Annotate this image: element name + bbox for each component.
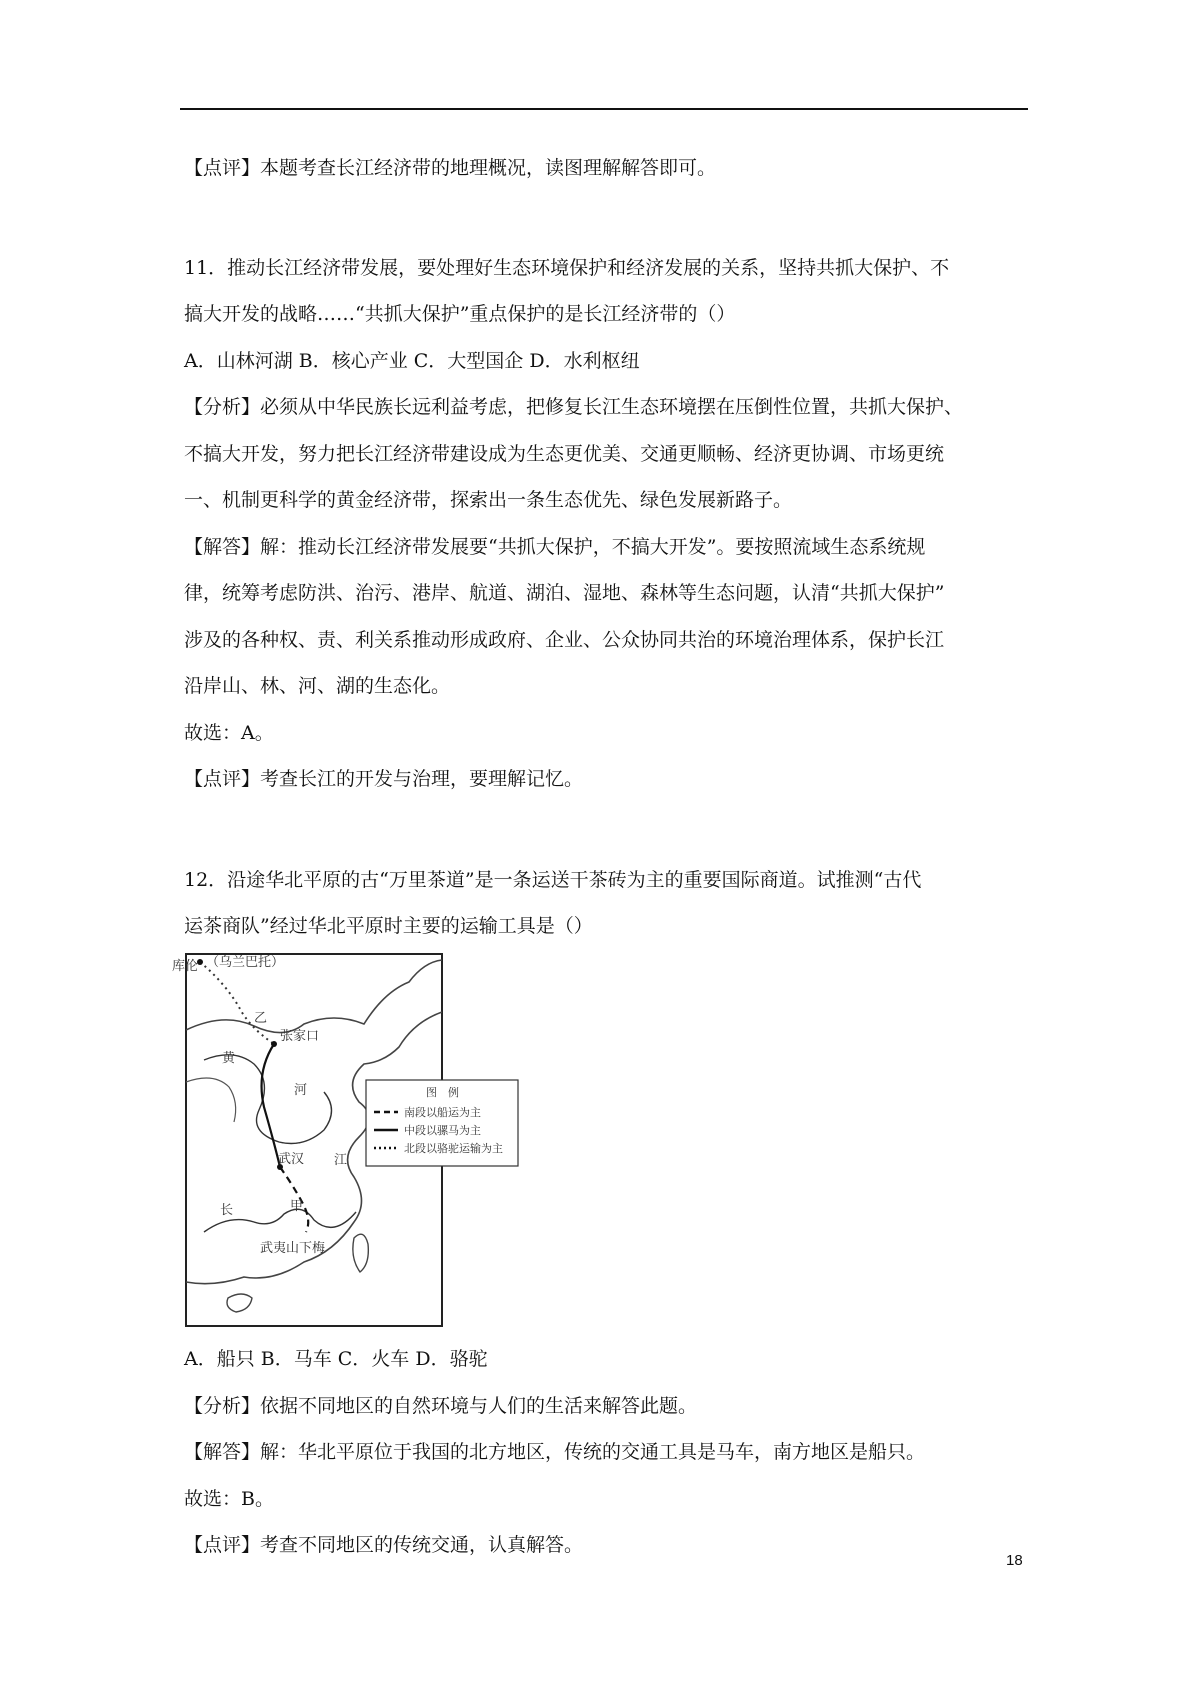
q11-answer-line1: 【解答】解：推动长江经济带发展要“共抓大保护，不搞大开发”。要按照流域生态系统规 [184,536,926,558]
legend-middle: 中段以骡马为主 [404,1124,481,1137]
q11-stem-line2: 搞大开发的战略……“共抓大保护”重点保护的是长江经济带的（） [184,303,736,325]
q11-stem-line1: 11．推动长江经济带发展，要处理好生态环境保护和经济发展的关系，坚持共抓大保护、不 [184,257,950,279]
q11-options: A．山林河湖 B．核心产业 C．大型国企 D．水利枢纽 [184,350,640,372]
q12-options: A．船只 B．马车 C．火车 D．骆驼 [184,1348,488,1370]
label-ulaanbaatar: （乌兰巴托） [206,955,285,970]
q11-choice: 故选：A。 [184,722,274,744]
label-he: 河 [294,1083,308,1098]
q11-analysis-line2: 不搞大开发，努力把长江经济带建设成为生态更优美、交通更顺畅、经济更协调、市场更统 [184,443,945,465]
q11-answer-line3: 涉及的各种权、责、利关系推动形成政府、企业、公众协同共治的环境治理体系，保护长江 [184,629,945,651]
q11-answer-line2: 律，统筹考虑防洪、治污、港岸、航道、湖泊、湿地、森林等生态问题，认清“共抓大保护” [184,582,945,604]
q12-analysis: 【分析】依据不同地区的自然环境与人们的生活来解答此题。 [184,1395,698,1417]
q12-stem-line2: 运茶商队”经过华北平原时主要的运输工具是（） [184,915,593,937]
page-number: 18 [1006,1552,1023,1569]
label-wuyishan: 武夷山下梅 [260,1241,326,1256]
legend-north: 北段以骆驼运输为主 [404,1142,503,1155]
q10-comment: 【点评】本题考查长江经济带的地理概况，读图理解解答即可。 [184,157,717,179]
label-jia: 甲 [290,1199,304,1214]
q11-analysis-line3: 一、机制更科学的黄金经济带，探索出一条生态优先、绿色发展新路子。 [184,489,793,511]
label-zhangjiakou: 张家口 [280,1029,320,1044]
q11-comment: 【点评】考查长江的开发与治理，要理解记忆。 [184,768,584,790]
tea-road-map [172,952,576,1328]
header-rule [180,108,1028,110]
q11-analysis-line1: 【分析】必须从中华民族长远利益考虑，把修复长江生态环境摆在压倒性位置，共抓大保护、 [184,396,964,418]
q12-stem-line1: 12．沿途华北平原的古“万里茶道”是一条运送干茶砖为主的重要国际商道。试推测“古代 [184,869,922,891]
tea-road-map-svg [172,952,576,1328]
q12-comment: 【点评】考查不同地区的传统交通，认真解答。 [184,1534,584,1556]
q12-answer: 【解答】解：华北平原位于我国的北方地区，传统的交通工具是马车，南方地区是船只。 [184,1441,926,1463]
legend-south: 南段以船运为主 [404,1106,481,1119]
label-jiang: 江 [334,1153,348,1168]
label-wuhan: 武汉 [278,1152,305,1167]
zhangjiakou-point [271,1041,277,1047]
label-chang: 长 [220,1203,234,1218]
q12-choice: 故选：B。 [184,1488,274,1510]
legend-title: 图 例 [426,1086,459,1099]
label-kulun: 库伦 [172,959,199,974]
label-yellow: 黄 [222,1051,236,1066]
q11-answer-line4: 沿岸山、林、河、湖的生态化。 [184,675,451,697]
label-yi: 乙 [254,1011,268,1026]
